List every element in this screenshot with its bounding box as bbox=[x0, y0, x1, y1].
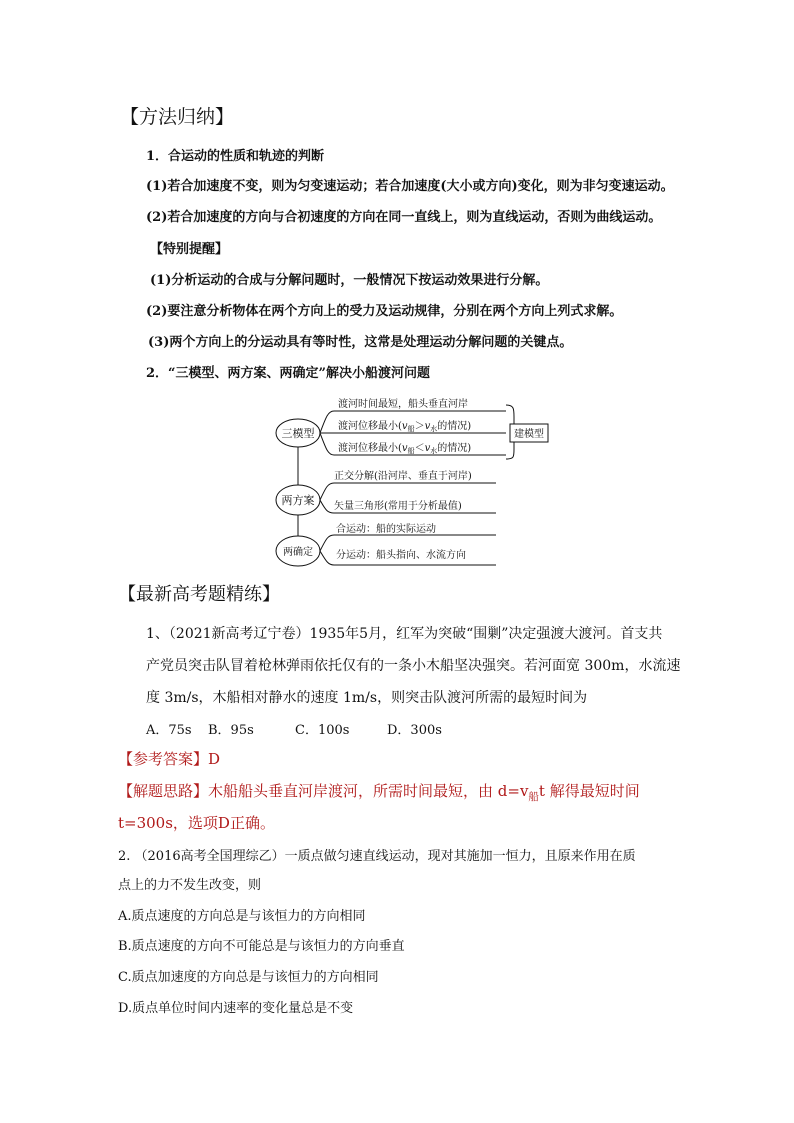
model-1-text: 渡河时间最短，船头垂直河岸 bbox=[338, 399, 468, 410]
node-models-label: 三模型 bbox=[281, 427, 315, 440]
q2-option-d: D.质点单位时间内速率的变化量总是不变 bbox=[118, 1001, 354, 1016]
tip-1: (1)分析运动的合成与分解问题时，一般情况下按运动效果进行分解。 bbox=[150, 273, 549, 288]
method-heading: 【方法归纳】 bbox=[120, 106, 235, 128]
plan-2-text: 矢量三角形(常用于分析最值) bbox=[334, 501, 462, 512]
q1-option-d: D．300s bbox=[387, 723, 442, 738]
tip-title: 【特别提醒】 bbox=[150, 242, 229, 257]
tip-2: (2)要注意分析物体在两个方向上的受力及运动规律，分别在两个方向上列式求解。 bbox=[146, 304, 623, 319]
q2-option-c: C.质点加速度的方向总是与该恒力的方向相同 bbox=[118, 970, 379, 985]
model-3-text: 渡河位移最小($v_船<v_水$的情况) bbox=[338, 443, 472, 455]
q2-option-b: B.质点速度的方向不可能总是与该恒力的方向垂直 bbox=[118, 939, 405, 954]
item2-title: 2．“三模型、两方案、两确定”解决小船渡河问题 bbox=[146, 366, 431, 381]
q1-option-b: B．95s bbox=[208, 723, 254, 738]
q1-line-3: 度 3m/s，木船相对静水的速度 1m/s，则突击队渡河所需的最短时间为 bbox=[146, 690, 588, 706]
river-crossing-diagram bbox=[270, 395, 560, 570]
branch-plan-1 bbox=[320, 483, 496, 500]
branch-det-1 bbox=[320, 535, 496, 551]
q1-line-2: 产党员突击队冒着枪林弹雨依托仅有的一条小木船坚决强突。若河面宽 300m，水流速 bbox=[146, 658, 681, 674]
q1-option-c: C．100s bbox=[295, 723, 350, 738]
q1-solution-line-2: t=300s，选项D正确。 bbox=[118, 814, 275, 832]
build-model-label: 建模型 bbox=[514, 429, 544, 440]
q1-option-a: A．75s bbox=[146, 723, 192, 738]
exam-heading: 【最新高考题精练】 bbox=[118, 584, 280, 605]
tip-3: (3)两个方向上的分运动具有等时性，这常是处理运动分解问题的关键点。 bbox=[148, 335, 573, 350]
q2-line-1: 2. （2016高考全国理综乙）一质点做匀速直线运动，现对其施加一恒力，且原来作用在质 bbox=[118, 849, 636, 864]
q1-answer: 【参考答案】D bbox=[118, 750, 221, 768]
det-1-text: 合运动：船的实际运动 bbox=[336, 524, 436, 535]
node-plans-label: 两方案 bbox=[281, 494, 315, 507]
node-determine-label: 两确定 bbox=[283, 547, 313, 558]
q1-line-1: 1、（2021新高考辽宁卷）1935年5月，红军为突破“围剿”决定强渡大渡河。首支共 bbox=[146, 626, 663, 642]
item1-title: 1．合运动的性质和轨迹的判断 bbox=[146, 149, 325, 164]
model-2-text: 渡河位移最小($v_船>v_水$的情况) bbox=[338, 421, 472, 433]
q1-solution-line-1: 【解题思路】木船船头垂直河岸渡河，所需时间最短，由 $d=v_船t$ 解得最短时间 bbox=[118, 782, 640, 803]
q2-option-a: A.质点速度的方向总是与该恒力的方向相同 bbox=[118, 909, 366, 924]
item1-paragraph-2: (2)若合加速度的方向与合初速度的方向在同一直线上，则为直线运动，否则为曲线运动。 bbox=[146, 210, 662, 225]
det-2-text: 分运动：船头指向、水流方向 bbox=[336, 550, 466, 561]
plan-1-text: 正交分解(沿河岸、垂直于河岸) bbox=[334, 471, 472, 482]
q2-line-2: 点上的力不发生改变，则 bbox=[118, 878, 262, 893]
item1-paragraph-1: (1)若合加速度不变，则为匀变速运动；若合加速度(大小或方向)变化，则为非匀变速运动。 bbox=[146, 179, 674, 194]
